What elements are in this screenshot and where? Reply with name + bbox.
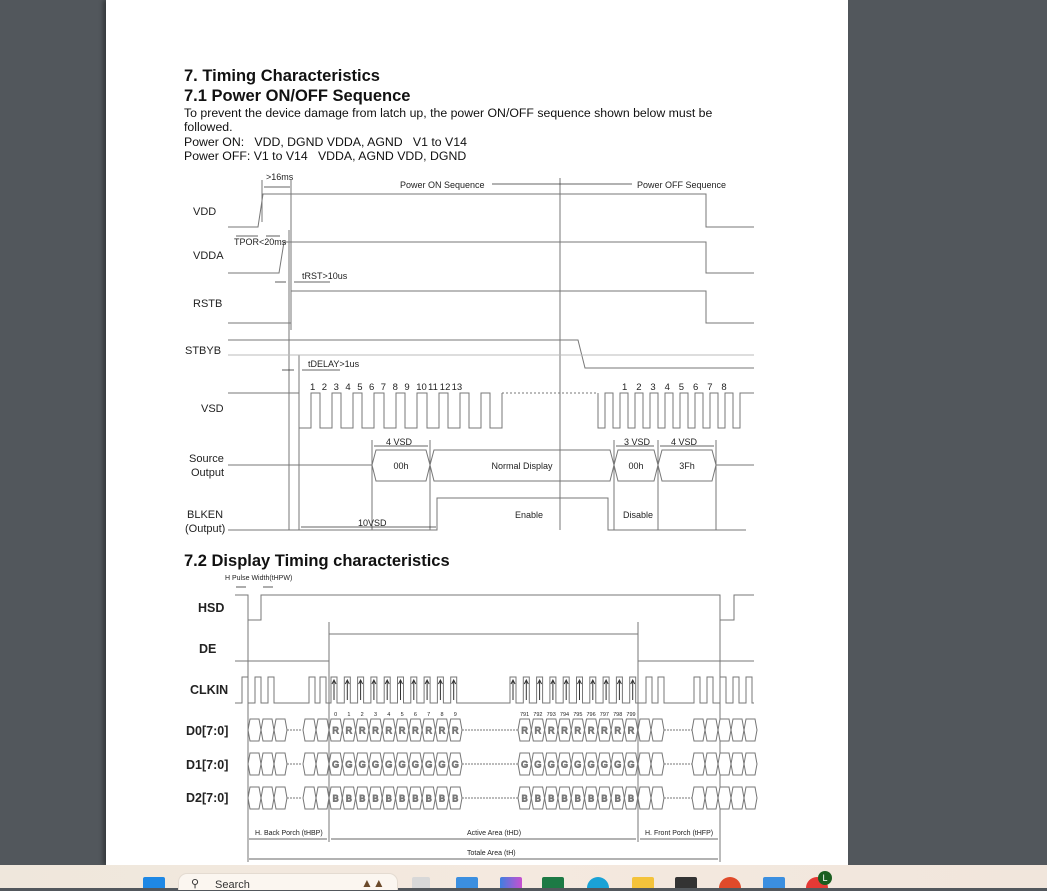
vsd-on-number: 10 bbox=[416, 382, 427, 393]
pixel-index: 799 bbox=[626, 712, 636, 718]
widgets-icon: ▲▲ bbox=[361, 876, 385, 890]
signal-label-hsd: HSD bbox=[198, 601, 225, 615]
vsd-on-number: 9 bbox=[404, 382, 410, 393]
bus-empty-slot bbox=[651, 719, 664, 741]
annotation-active-area: Active Area (tHD) bbox=[467, 830, 522, 837]
bus-channel-letter: G bbox=[332, 759, 340, 770]
chrome-profile-badge: L bbox=[818, 871, 832, 885]
vsd-on-number: 3 bbox=[333, 382, 339, 393]
bus-channel-letter: B bbox=[372, 793, 379, 804]
bus-channel-letter: G bbox=[371, 759, 380, 770]
bus-channel-letter: G bbox=[385, 759, 393, 770]
bus-empty-slot bbox=[316, 719, 329, 741]
vsd-on-number: 13 bbox=[451, 382, 463, 393]
bus-channel-letter: R bbox=[438, 725, 446, 736]
clk-edge-arrow bbox=[511, 680, 515, 700]
bus-channel-letter: R bbox=[358, 725, 366, 736]
pixel-index: 5 bbox=[400, 712, 404, 718]
bus-channel-letter: G bbox=[358, 759, 366, 770]
bus-empty-slot bbox=[248, 719, 261, 741]
pixel-index: 6 bbox=[413, 712, 417, 718]
excel-icon[interactable] bbox=[542, 877, 564, 888]
bus-channel-letter: R bbox=[587, 725, 595, 736]
signal-label-d0: D0[7:0] bbox=[186, 724, 229, 738]
pixel-index: 798 bbox=[613, 712, 623, 718]
pixel-index: 0 bbox=[334, 712, 338, 718]
vsd-off-number: 6 bbox=[693, 382, 699, 393]
annotation-back-porch: H. Back Porch (tHBP) bbox=[255, 830, 323, 837]
bus-channel-letter: G bbox=[425, 759, 433, 770]
bus-empty-slot bbox=[718, 753, 731, 775]
annotation-trst: tRST>10us bbox=[302, 271, 348, 281]
bus-empty-slot bbox=[638, 753, 651, 775]
vsd-on-number: 7 bbox=[380, 382, 387, 393]
bus-channel-letter: B bbox=[534, 793, 541, 804]
clk-edge-arrow bbox=[359, 680, 363, 700]
bus-empty-slot bbox=[705, 719, 718, 741]
signal-label-rstb: RSTB bbox=[193, 298, 223, 310]
clk-edge-arrow bbox=[399, 680, 403, 700]
heading-display-timing: 7.2 Display Timing characteristics bbox=[184, 552, 450, 570]
bus-empty-slot bbox=[692, 719, 705, 741]
bus-channel-letter: R bbox=[534, 725, 542, 736]
pixel-index: 9 bbox=[453, 712, 457, 718]
terminal-icon[interactable] bbox=[675, 877, 697, 888]
annotation-3vsd: 3 VSD bbox=[624, 437, 651, 447]
bus-channel-letter: G bbox=[438, 759, 446, 770]
bus-channel-letter: G bbox=[560, 759, 569, 770]
start-button-icon[interactable] bbox=[143, 877, 165, 888]
pixel-index: 791 bbox=[520, 712, 530, 718]
vsd-on-number: 8 bbox=[392, 382, 398, 393]
bus-channel-letter: R bbox=[614, 725, 621, 736]
task-view-icon[interactable] bbox=[412, 877, 430, 888]
clk-edge-arrow bbox=[578, 680, 582, 700]
bus-channel-letter: B bbox=[385, 793, 392, 804]
paragraph-line-1: To prevent the device damage from latch up, the power ON/OFF sequence shown below must be bbox=[184, 106, 713, 120]
bus-channel-letter: B bbox=[561, 793, 568, 804]
annotation-enable: Enable bbox=[515, 510, 544, 520]
vsd-off-number: 4 bbox=[664, 382, 670, 393]
pixel-index: 795 bbox=[573, 712, 583, 718]
bus-channel-letter: R bbox=[601, 725, 608, 736]
signal-label-vdda: VDDA bbox=[193, 250, 224, 262]
bus-channel-letter: G bbox=[411, 759, 419, 770]
bus-channel-letter: B bbox=[452, 793, 459, 804]
bus-empty-slot bbox=[692, 753, 705, 775]
clk-edge-arrow bbox=[332, 680, 336, 700]
clk-edge-arrow bbox=[412, 680, 416, 700]
bus-channel-letter: R bbox=[398, 725, 406, 736]
bus-channel-letter: R bbox=[372, 725, 379, 736]
bus-channel-letter: R bbox=[345, 725, 353, 736]
annotation-tpor: TPOR<20ms bbox=[234, 237, 287, 247]
bus-channel-letter: R bbox=[521, 725, 528, 736]
annotation-4vsd-off: 4 VSD bbox=[671, 437, 698, 447]
pixel-index: 8 bbox=[440, 712, 444, 718]
bus-channel-letter: R bbox=[425, 725, 432, 736]
signal-label-output: Output bbox=[191, 467, 225, 479]
annotation-front-porch: H. Front Porch (tHFP) bbox=[645, 830, 714, 837]
bus-channel-letter: R bbox=[332, 725, 339, 736]
bus-empty-slot bbox=[744, 719, 757, 741]
bus-channel-letter: B bbox=[412, 793, 419, 804]
clkin-waveform bbox=[235, 677, 754, 703]
bus-channel-letter: G bbox=[574, 759, 582, 770]
bus-channel-letter: B bbox=[521, 793, 528, 804]
signal-label-blken: BLKEN bbox=[187, 509, 224, 521]
bus-channel-letter: B bbox=[588, 793, 595, 804]
bus-empty-slot bbox=[248, 753, 261, 775]
taskbar-search-box[interactable] bbox=[178, 873, 398, 890]
pixel-index: 797 bbox=[599, 712, 609, 718]
bus-channel-letter: B bbox=[345, 793, 352, 804]
clk-edge-arrow bbox=[385, 680, 389, 700]
bus-empty-slot bbox=[718, 787, 731, 809]
bus-empty-slot bbox=[303, 719, 316, 741]
bus-empty-slot bbox=[303, 787, 316, 809]
bus-channel-letter: G bbox=[587, 759, 595, 770]
bus-empty-slot bbox=[731, 719, 744, 741]
clk-edge-arrow bbox=[538, 680, 542, 700]
pixel-index: 794 bbox=[559, 712, 570, 718]
bus-empty-slot bbox=[705, 753, 718, 775]
bus-empty-slot bbox=[261, 719, 274, 741]
bus-channel-letter: B bbox=[359, 793, 366, 804]
signal-label-blken-output: (Output) bbox=[185, 523, 226, 535]
annotation-10vsd: 10VSD bbox=[358, 518, 387, 528]
bus-channel-letter: G bbox=[627, 759, 635, 770]
bus-channel-letter: B bbox=[438, 793, 446, 804]
clk-edge-arrow bbox=[604, 680, 608, 700]
bus-empty-slot bbox=[651, 753, 664, 775]
annotation-16ms: >16ms bbox=[266, 172, 294, 182]
signal-label-de: DE bbox=[199, 642, 217, 656]
bus-channel-letter: B bbox=[425, 793, 432, 804]
vsd-off-number: 2 bbox=[636, 382, 642, 393]
bus-empty-slot bbox=[261, 753, 274, 775]
bus-empty-slot bbox=[692, 787, 705, 809]
bus-channel-letter: R bbox=[561, 725, 568, 736]
vsd-on-number: 11 bbox=[428, 382, 438, 393]
source-box-00h-off: 00h bbox=[628, 461, 644, 471]
bus-channel-letter: R bbox=[627, 725, 635, 736]
bus-empty-slot bbox=[731, 753, 744, 775]
bus-channel-letter: R bbox=[412, 725, 419, 736]
ide-app-icon[interactable] bbox=[456, 877, 478, 888]
vsd-on-number: 12 bbox=[439, 382, 451, 393]
source-box-normal-display: Normal Display bbox=[491, 461, 553, 471]
bus-empty-slot bbox=[303, 753, 316, 775]
clk-edge-arrow bbox=[425, 680, 429, 700]
paragraph-line-2: followed. bbox=[184, 120, 233, 134]
vsd-off-number: 1 bbox=[622, 382, 628, 393]
bus-channel-letter: G bbox=[547, 759, 555, 770]
pixel-index: 4 bbox=[387, 712, 391, 718]
annotation-h-pulse-width: H Pulse Width(tHPW) bbox=[225, 575, 293, 582]
bus-channel-letter: G bbox=[398, 759, 406, 770]
power-on-line: Power ON: VDD, DGND VDDA, AGND V1 to V14 bbox=[184, 135, 467, 149]
bus-channel-letter: R bbox=[574, 725, 582, 736]
pixel-index: 7 bbox=[427, 712, 431, 718]
bus-channel-letter: G bbox=[521, 759, 529, 770]
search-icon: ⚲ bbox=[191, 878, 200, 890]
bus-channel-letter: R bbox=[547, 725, 555, 736]
vsd-off-number: 5 bbox=[678, 382, 685, 393]
bus-channel-letter: G bbox=[614, 759, 622, 770]
heading-power-sequence: 7.1 Power ON/OFF Sequence bbox=[184, 87, 411, 105]
bus-channel-letter: B bbox=[574, 793, 581, 804]
power-off-line: Power OFF: V1 to V14 VDDA, AGND VDD, DGND bbox=[184, 149, 467, 163]
vsd-off-number: 7 bbox=[707, 382, 713, 393]
pixel-index: 793 bbox=[546, 712, 556, 718]
annotation-4vsd-on: 4 VSD bbox=[386, 437, 413, 447]
bus-channel-letter: B bbox=[332, 793, 339, 804]
clk-edge-arrow bbox=[617, 680, 621, 700]
heading-timing-characteristics: 7. Timing Characteristics bbox=[184, 67, 380, 85]
vsd-on-number: 6 bbox=[369, 382, 375, 393]
annotation-disable: Disable bbox=[623, 510, 654, 520]
clk-edge-arrow bbox=[551, 680, 555, 700]
vsd-on-number: 5 bbox=[357, 382, 363, 393]
bus-empty-slot bbox=[718, 719, 731, 741]
source-box-3fh: 3Fh bbox=[679, 461, 695, 471]
annotation-power-off-sequence: Power OFF Sequence bbox=[637, 180, 727, 190]
signal-label-stbyb: STBYB bbox=[185, 345, 222, 357]
bus-empty-slot bbox=[261, 787, 274, 809]
bus-empty-slot bbox=[744, 787, 757, 809]
signal-label-d2: D2[7:0] bbox=[186, 791, 229, 805]
bus-empty-slot bbox=[638, 719, 651, 741]
annotation-tdelay: tDELAY>1us bbox=[308, 359, 360, 369]
vsd-on-number: 4 bbox=[345, 382, 351, 393]
bus-empty-slot bbox=[651, 787, 664, 809]
file-explorer-icon[interactable] bbox=[632, 877, 654, 888]
bus-channel-letter: B bbox=[601, 793, 608, 804]
clk-edge-arrow bbox=[564, 680, 568, 700]
pixel-index: 796 bbox=[586, 712, 596, 718]
clk-edge-arrow bbox=[524, 680, 528, 700]
bus-channel-letter: B bbox=[548, 793, 555, 804]
annotation-power-on-sequence: Power ON Sequence bbox=[400, 180, 485, 190]
bus-empty-slot bbox=[744, 753, 757, 775]
clk-edge-arrow bbox=[631, 680, 635, 700]
bus-channel-letter: G bbox=[600, 759, 608, 770]
ide-app-2-icon[interactable] bbox=[763, 877, 785, 888]
bus-empty-slot bbox=[274, 719, 287, 741]
bus-channel-letter: G bbox=[451, 759, 459, 770]
bus-channel-letter: R bbox=[385, 725, 393, 736]
signal-label-vsd: VSD bbox=[201, 403, 224, 415]
vsd-on-number: 1 bbox=[310, 382, 316, 393]
bus-empty-slot bbox=[316, 753, 329, 775]
bus-channel-letter: B bbox=[399, 793, 406, 804]
bus-channel-letter: B bbox=[614, 793, 621, 804]
clk-edge-arrow bbox=[591, 680, 595, 700]
signal-label-source: Source bbox=[189, 453, 224, 465]
annotation-total-area: Totale Area (tH) bbox=[467, 850, 516, 857]
pixel-index: 3 bbox=[373, 712, 378, 718]
vsd-on-number: 2 bbox=[321, 382, 328, 393]
bus-channel-letter: B bbox=[627, 793, 635, 804]
bus-empty-slot bbox=[274, 787, 287, 809]
copilot-icon[interactable] bbox=[500, 877, 522, 888]
source-box-00h-on: 00h bbox=[393, 461, 409, 471]
pixel-index: 792 bbox=[533, 712, 543, 718]
vsd-off-number: 3 bbox=[650, 382, 656, 393]
bus-empty-slot bbox=[316, 787, 329, 809]
vsd-off-number: 8 bbox=[721, 382, 727, 393]
bus-empty-slot bbox=[705, 787, 718, 809]
bus-empty-slot bbox=[248, 787, 261, 809]
clk-edge-arrow bbox=[438, 680, 442, 700]
pixel-index: 1 bbox=[347, 712, 351, 718]
bus-channel-letter: R bbox=[452, 725, 459, 736]
clk-edge-arrow bbox=[372, 680, 376, 700]
signal-label-vdd: VDD bbox=[193, 206, 217, 218]
signal-label-d1: D1[7:0] bbox=[186, 758, 229, 772]
signal-label-clkin: CLKIN bbox=[190, 683, 229, 697]
bus-empty-slot bbox=[638, 787, 651, 809]
clk-edge-arrow bbox=[345, 680, 349, 700]
bus-channel-letter: G bbox=[345, 759, 353, 770]
bus-channel-letter: G bbox=[534, 759, 542, 770]
bus-empty-slot bbox=[731, 787, 744, 809]
clk-edge-arrow bbox=[452, 680, 456, 700]
search-placeholder: Search bbox=[215, 879, 250, 891]
bus-empty-slot bbox=[274, 753, 287, 775]
pixel-index: 2 bbox=[360, 712, 364, 718]
